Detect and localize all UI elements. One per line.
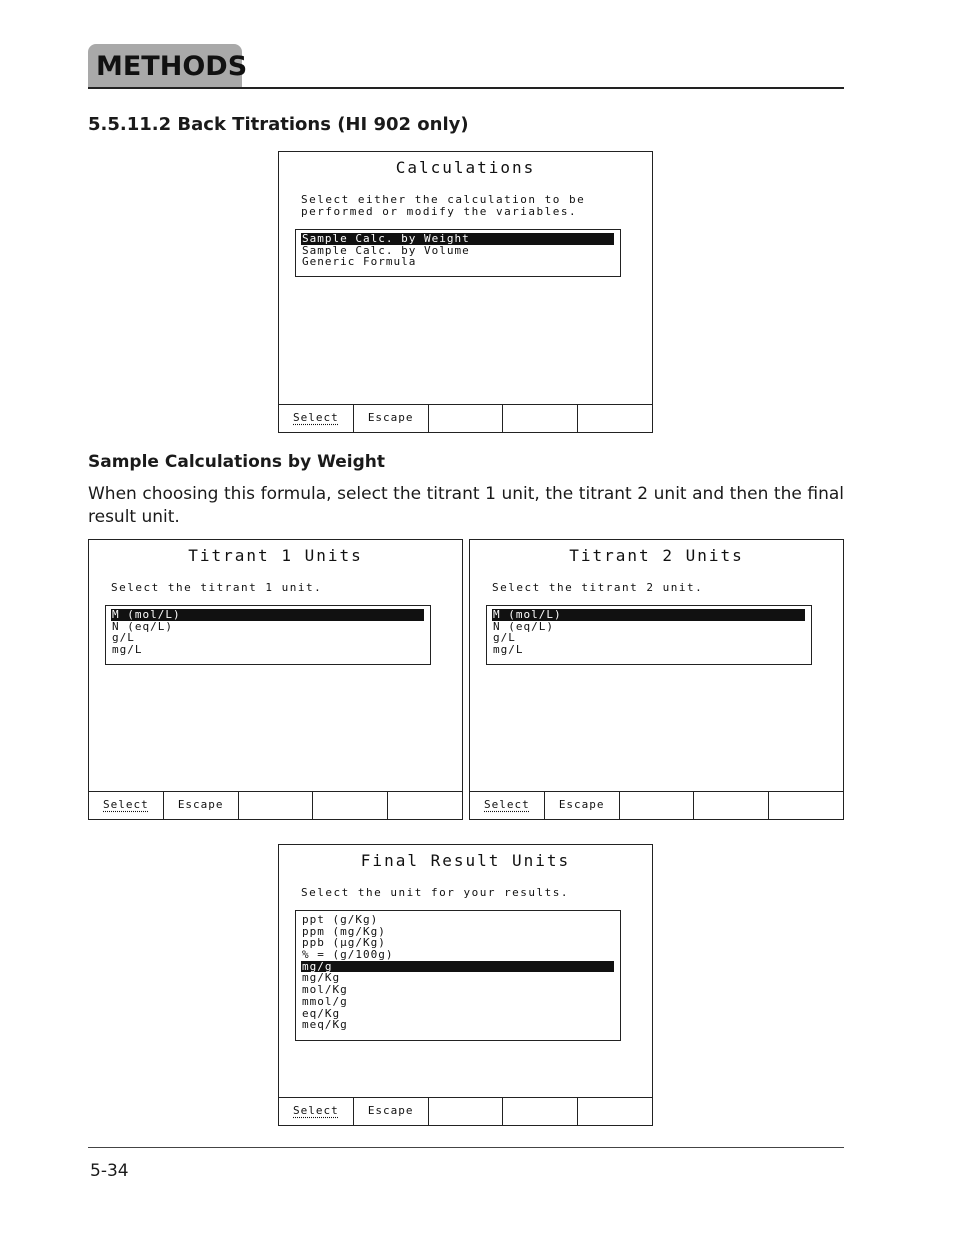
empty-softkey-3	[620, 792, 695, 819]
escape-softkey[interactable]	[354, 405, 429, 432]
list-item[interactable]: % = (g/100g)	[302, 948, 394, 962]
unit-list	[486, 605, 812, 665]
softkey-label: Escape	[367, 411, 414, 424]
empty-softkey-4	[503, 1098, 578, 1125]
calculations-screen	[278, 151, 653, 433]
empty-softkey-3	[429, 1098, 504, 1125]
select-softkey[interactable]	[89, 792, 164, 819]
list-item[interactable]: Sample Calc. by Volume	[302, 243, 470, 257]
softkey-label: Select	[484, 798, 530, 811]
softkey-label: Select	[103, 798, 149, 811]
result-unit-list	[295, 910, 621, 1041]
footer-divider	[88, 1147, 844, 1148]
list-item[interactable]: mg/L	[493, 643, 524, 657]
list-item[interactable]: N (eq/L)	[112, 619, 173, 633]
list-item[interactable]: g/L	[493, 631, 516, 645]
list-item[interactable]: mg/Kg	[302, 971, 341, 985]
header-divider	[88, 87, 844, 89]
body-paragraph: When choosing this formula, select the titrant 1 unit, the titrant 2 unit and then the final result unit.	[88, 484, 844, 527]
softkey-label: Escape	[558, 798, 605, 811]
calculation-list	[295, 229, 621, 277]
screen-description: Select the unit for your results.	[301, 886, 570, 899]
screen-title: Titrant 2 Units	[569, 546, 744, 565]
empty-softkey-4	[313, 792, 388, 819]
list-item[interactable]: mg/L	[112, 643, 143, 657]
list-item-selected[interactable]: M (mol/L)	[111, 609, 424, 621]
escape-softkey[interactable]	[354, 1098, 429, 1125]
empty-softkey-5	[769, 792, 843, 819]
empty-softkey-4	[694, 792, 769, 819]
escape-softkey[interactable]	[164, 792, 239, 819]
screen-description: Select either the calculation to be performed or modify the variables.	[301, 193, 586, 218]
list-item[interactable]: g/L	[112, 631, 135, 645]
page-number: 5-34	[90, 1161, 129, 1181]
empty-softkey-5	[578, 1098, 652, 1125]
softkey-label: Escape	[367, 1104, 414, 1117]
section-tab: METHODS	[88, 44, 242, 88]
final-result-units-screen	[278, 844, 653, 1126]
screen-description: Select the titrant 1 unit.	[111, 581, 323, 594]
section-heading: 5.5.11.2 Back Titrations (HI 902 only)	[88, 114, 469, 135]
empty-softkey-4	[503, 405, 578, 432]
list-item-selected[interactable]: Sample Calc. by Weight	[301, 233, 614, 245]
list-item[interactable]: mol/Kg	[302, 983, 348, 997]
list-item[interactable]: ppm (mg/Kg)	[302, 924, 386, 938]
list-item[interactable]: Generic Formula	[302, 255, 417, 269]
titrant1-units-screen	[88, 539, 463, 820]
screen-description: Select the titrant 2 unit.	[492, 581, 704, 594]
screen-title: Calculations	[395, 158, 536, 177]
list-item[interactable]: N (eq/L)	[493, 619, 554, 633]
softkey-bar	[279, 1097, 652, 1125]
softkey-label: Select	[293, 1104, 339, 1117]
empty-softkey-5	[578, 405, 652, 432]
softkey-bar	[89, 791, 462, 819]
softkey-bar	[279, 404, 652, 432]
list-item[interactable]: mmol/g	[302, 994, 348, 1008]
empty-softkey-3	[429, 405, 504, 432]
list-item-selected[interactable]: mg/g	[301, 961, 614, 973]
empty-softkey-3	[239, 792, 314, 819]
list-item-selected[interactable]: M (mol/L)	[492, 609, 805, 621]
list-item[interactable]: eq/Kg	[302, 1006, 341, 1020]
select-softkey[interactable]	[470, 792, 545, 819]
softkey-label: Escape	[177, 798, 224, 811]
list-item[interactable]: ppb (µg/Kg)	[302, 936, 386, 950]
softkey-bar	[470, 791, 843, 819]
titrant2-units-screen	[469, 539, 844, 820]
softkey-label: Select	[293, 411, 339, 424]
select-softkey[interactable]	[279, 1098, 354, 1125]
subsection-heading: Sample Calculations by Weight	[88, 452, 385, 472]
unit-list	[105, 605, 431, 665]
screen-title: Titrant 1 Units	[188, 546, 363, 565]
escape-softkey[interactable]	[545, 792, 620, 819]
list-item[interactable]: meq/Kg	[302, 1018, 348, 1032]
select-softkey[interactable]	[279, 405, 354, 432]
screen-title: Final Result Units	[360, 851, 571, 870]
list-item[interactable]: ppt (g/Kg)	[302, 913, 379, 926]
empty-softkey-5	[388, 792, 462, 819]
